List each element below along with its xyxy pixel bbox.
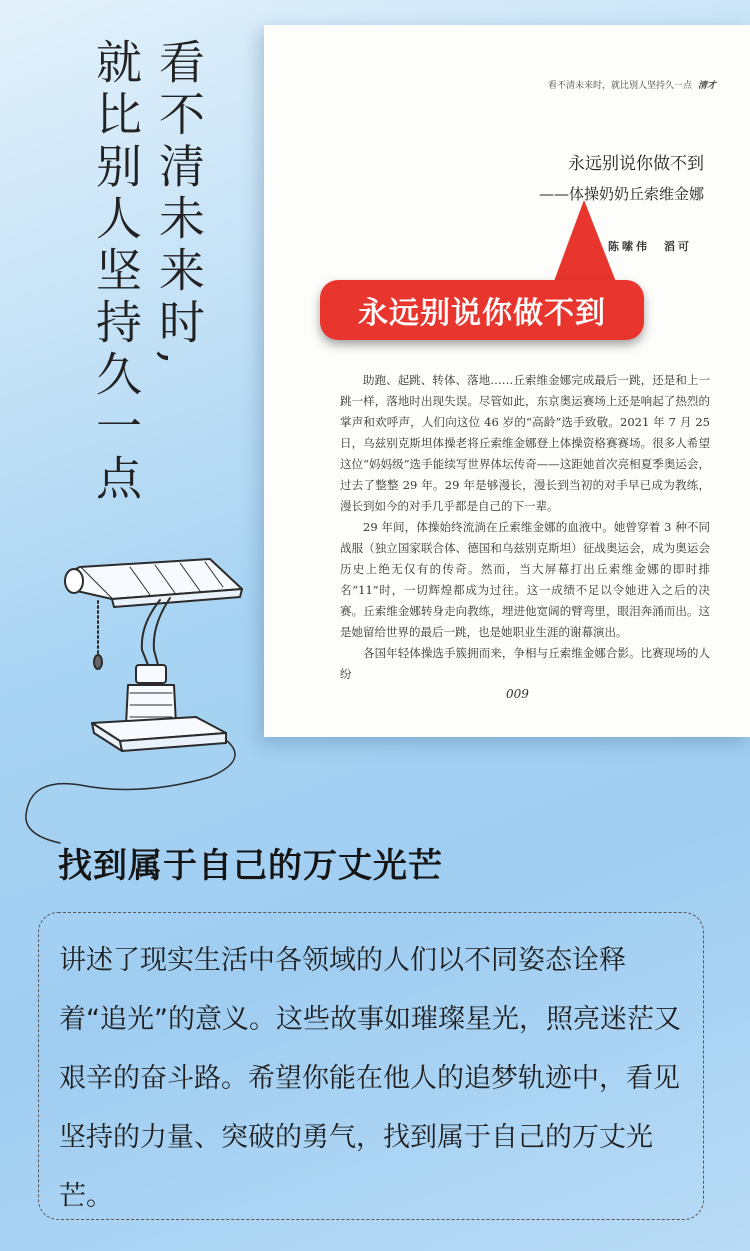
body-paragraph: 29 年间，体操始终流淌在丘索维金娜的血液中。她曾穿着 3 种不同战服（独立国家联合体、德国和乌兹别克斯坦）征战奥运会，成为奥运会历史上绝无仅有的传奇。然而，当大屏幕打出丘索维金娜的即时排名“11”时，一切辉煌都成为过往。这一成绩不足以令她进入之后的决赛。丘索维金娜转身走向教练，埋进他宽阔的臂弯里，眼泪奔涌而出。这是她留给世界的最后一跳，也是她职业生涯的谢幕演出。: [340, 520, 710, 639]
book-page: [264, 25, 750, 737]
running-header-text: 看不清未来时，就比别人坚持久一点: [547, 81, 692, 91]
desk-lamp-icon: [20, 545, 270, 845]
running-header: [548, 78, 716, 91]
article-body: [340, 370, 710, 685]
running-header-mark: 清才: [697, 81, 716, 91]
article-title: 永远别说你做不到: [568, 154, 704, 174]
byline: 陈嗦伟 滔可: [608, 240, 692, 253]
headline-line1: 看不清未来时,: [152, 38, 206, 371]
article-subtitle: ——体操奶奶丘索维金娜: [538, 185, 704, 203]
page-number: 009: [506, 687, 529, 701]
description-box: [38, 912, 704, 1220]
description-text: 讲述了现实生活中各领域的人们以不同姿态诠释着“追光”的意义。这些故事如璀璨星光，照亮迷茫又艰辛的奋斗路。希望你能在他人的追梦轨迹中，看见坚持的力量、突破的勇气，找到属于自己的万丈光芒。: [59, 945, 681, 1212]
body-paragraph: 各国年轻体操选手簇拥而来，争相与丘索维金娜合影。比赛现场的人纷: [340, 646, 710, 681]
callout-tail: [540, 200, 630, 292]
body-paragraph: 助跑、起跳、转体、落地……丘索维金娜完成最后一跳，还是和上一跳一样，落地时出现失误。尽管如此，东京奥运赛场上还是响起了热烈的掌声和欢呼声，人们向这位 46 岁的“高龄”选手致敬。2021 年 7 月 25 日，乌兹别克斯坦体操老将丘索维金娜登上体操资格赛赛场。很多人希望这位“妈妈级”选手能续写世界体坛传奇——这距她首次亮相夏季奥运会，过去了整整 29 年。29 年是够漫长，漫长到当初的对手早已成为教练，漫长到如今的对手几乎都是自己的下一辈。: [340, 373, 710, 513]
callout-banner: 永远别说你做不到: [320, 280, 644, 340]
headline-line2: 就比别人坚持久一点: [89, 38, 143, 506]
section-heading: 找到属于自己的万丈光芒: [58, 846, 443, 886]
